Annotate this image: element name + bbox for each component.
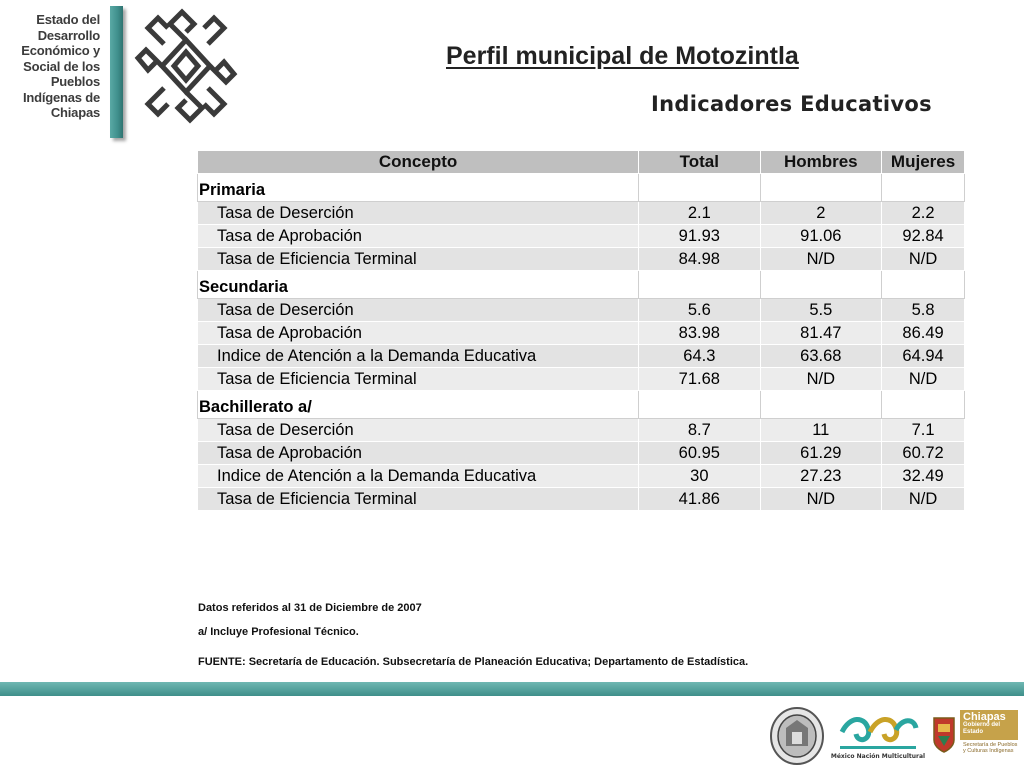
empty-cell bbox=[882, 391, 965, 419]
agency-name-line: Económico y bbox=[21, 43, 100, 58]
education-indicators-table bbox=[197, 150, 965, 511]
row-label: Tasa de Aprobación bbox=[198, 225, 639, 248]
header-mujeres: Mujeres bbox=[882, 151, 965, 174]
cell-hombres: 2 bbox=[760, 202, 882, 225]
section-row-primaria bbox=[198, 174, 965, 202]
section-row-secundaria bbox=[198, 271, 965, 299]
row-label: Tasa de Eficiencia Terminal bbox=[198, 368, 639, 391]
row-label: Tasa de Deserción bbox=[198, 202, 639, 225]
mexico-nacion-multicultural-logo-icon bbox=[830, 706, 926, 766]
row-label: Tasa de Aprobación bbox=[198, 442, 639, 465]
chiapas-logo-gov: Gobierno del Estado bbox=[963, 722, 1001, 735]
agency-name-line: Pueblos bbox=[50, 74, 100, 89]
empty-cell bbox=[639, 174, 760, 202]
empty-cell bbox=[760, 174, 882, 202]
table-row bbox=[198, 345, 965, 368]
footnote-a: a/ Incluye Profesional Técnico. bbox=[198, 626, 359, 638]
table-row bbox=[198, 488, 965, 511]
table-row bbox=[198, 202, 965, 225]
table-header-row bbox=[198, 151, 965, 174]
page-subtitle: Indicadores Educativos bbox=[651, 92, 932, 116]
cell-total: 30 bbox=[639, 465, 760, 488]
section-label: Primaria bbox=[198, 174, 639, 202]
unam-seal-icon bbox=[768, 706, 826, 766]
cell-total: 91.93 bbox=[639, 225, 760, 248]
cell-hombres: 91.06 bbox=[760, 225, 882, 248]
agency-name-line: Desarrollo bbox=[37, 27, 100, 43]
table-row bbox=[198, 465, 965, 488]
table-row bbox=[198, 322, 965, 345]
mnm-logo-text: México Nación Multicultural bbox=[830, 753, 926, 760]
row-label: Tasa de Deserción bbox=[198, 419, 639, 442]
cell-total: 64.3 bbox=[639, 345, 760, 368]
cell-hombres: 61.29 bbox=[760, 442, 882, 465]
agency-name-line: Indígenas de bbox=[22, 89, 100, 105]
cell-mujeres: N/D bbox=[882, 488, 965, 511]
row-label: Tasa de Eficiencia Terminal bbox=[198, 248, 639, 271]
table-row bbox=[198, 368, 965, 391]
cell-total: 83.98 bbox=[639, 322, 760, 345]
indigenous-pattern-logo-icon bbox=[134, 8, 238, 132]
chiapas-coat-of-arms-icon bbox=[930, 706, 958, 766]
page-title: Perfil municipal de Motozintla bbox=[446, 42, 799, 70]
row-label: Tasa de Eficiencia Terminal bbox=[198, 488, 639, 511]
cell-mujeres: 60.72 bbox=[882, 442, 965, 465]
empty-cell bbox=[882, 271, 965, 299]
cell-hombres: N/D bbox=[760, 488, 882, 511]
cell-total: 41.86 bbox=[639, 488, 760, 511]
section-row-bachillerato bbox=[198, 391, 965, 419]
empty-cell bbox=[760, 391, 882, 419]
footer-accent-band bbox=[0, 682, 1024, 696]
cell-mujeres: 5.8 bbox=[882, 299, 965, 322]
header-concepto: Concepto bbox=[198, 151, 639, 174]
cell-mujeres: N/D bbox=[882, 248, 965, 271]
cell-total: 2.1 bbox=[639, 202, 760, 225]
empty-cell bbox=[882, 174, 965, 202]
cell-hombres: N/D bbox=[760, 368, 882, 391]
table-row bbox=[198, 248, 965, 271]
vertical-accent-bar bbox=[110, 6, 123, 138]
cell-total: 8.7 bbox=[639, 419, 760, 442]
cell-total: 84.98 bbox=[639, 248, 760, 271]
cell-total: 60.95 bbox=[639, 442, 760, 465]
cell-total: 71.68 bbox=[639, 368, 760, 391]
cell-mujeres: 92.84 bbox=[882, 225, 965, 248]
cell-mujeres: 64.94 bbox=[882, 345, 965, 368]
cell-mujeres: 2.2 bbox=[882, 202, 965, 225]
empty-cell bbox=[639, 391, 760, 419]
agency-name-line: Social de los bbox=[23, 58, 100, 74]
cell-mujeres: 7.1 bbox=[882, 419, 965, 442]
agency-name-line: Estado del bbox=[36, 12, 100, 27]
cell-hombres: 81.47 bbox=[760, 322, 882, 345]
table-row bbox=[198, 419, 965, 442]
cell-hombres: N/D bbox=[760, 248, 882, 271]
chiapas-logo-title: Chiapas bbox=[963, 711, 1006, 723]
table-row bbox=[198, 299, 965, 322]
cell-mujeres: 32.49 bbox=[882, 465, 965, 488]
section-label: Bachillerato a/ bbox=[198, 391, 639, 419]
chiapas-logo-box bbox=[960, 710, 1018, 740]
cell-hombres: 11 bbox=[760, 419, 882, 442]
chiapas-government-logo bbox=[960, 710, 1018, 762]
date-note: Datos referidos al 31 de Diciembre de 2007 bbox=[198, 602, 422, 614]
row-label: Indice de Atención a la Demanda Educativa bbox=[198, 345, 639, 368]
section-label: Secundaria bbox=[198, 271, 639, 299]
cell-mujeres: 86.49 bbox=[882, 322, 965, 345]
agency-name-line: Chiapas bbox=[50, 105, 100, 120]
table-row bbox=[198, 225, 965, 248]
empty-cell bbox=[760, 271, 882, 299]
cell-hombres: 27.23 bbox=[760, 465, 882, 488]
cell-total: 5.6 bbox=[639, 299, 760, 322]
source-note: FUENTE: Secretaría de Educación. Subsecretaría de Planeación Educativa; Departamento de Estadística. bbox=[198, 656, 749, 668]
empty-cell bbox=[639, 271, 760, 299]
agency-name bbox=[12, 12, 100, 121]
header-hombres: Hombres bbox=[760, 151, 882, 174]
chiapas-logo-dept: Secretaría de Pueblos y Culturas Indígenas bbox=[963, 742, 1018, 754]
table-row bbox=[198, 442, 965, 465]
cell-hombres: 63.68 bbox=[760, 345, 882, 368]
header-total: Total bbox=[639, 151, 760, 174]
row-label: Tasa de Deserción bbox=[198, 299, 639, 322]
row-label: Indice de Atención a la Demanda Educativa bbox=[198, 465, 639, 488]
cell-mujeres: N/D bbox=[882, 368, 965, 391]
cell-hombres: 5.5 bbox=[760, 299, 882, 322]
row-label: Tasa de Aprobación bbox=[198, 322, 639, 345]
